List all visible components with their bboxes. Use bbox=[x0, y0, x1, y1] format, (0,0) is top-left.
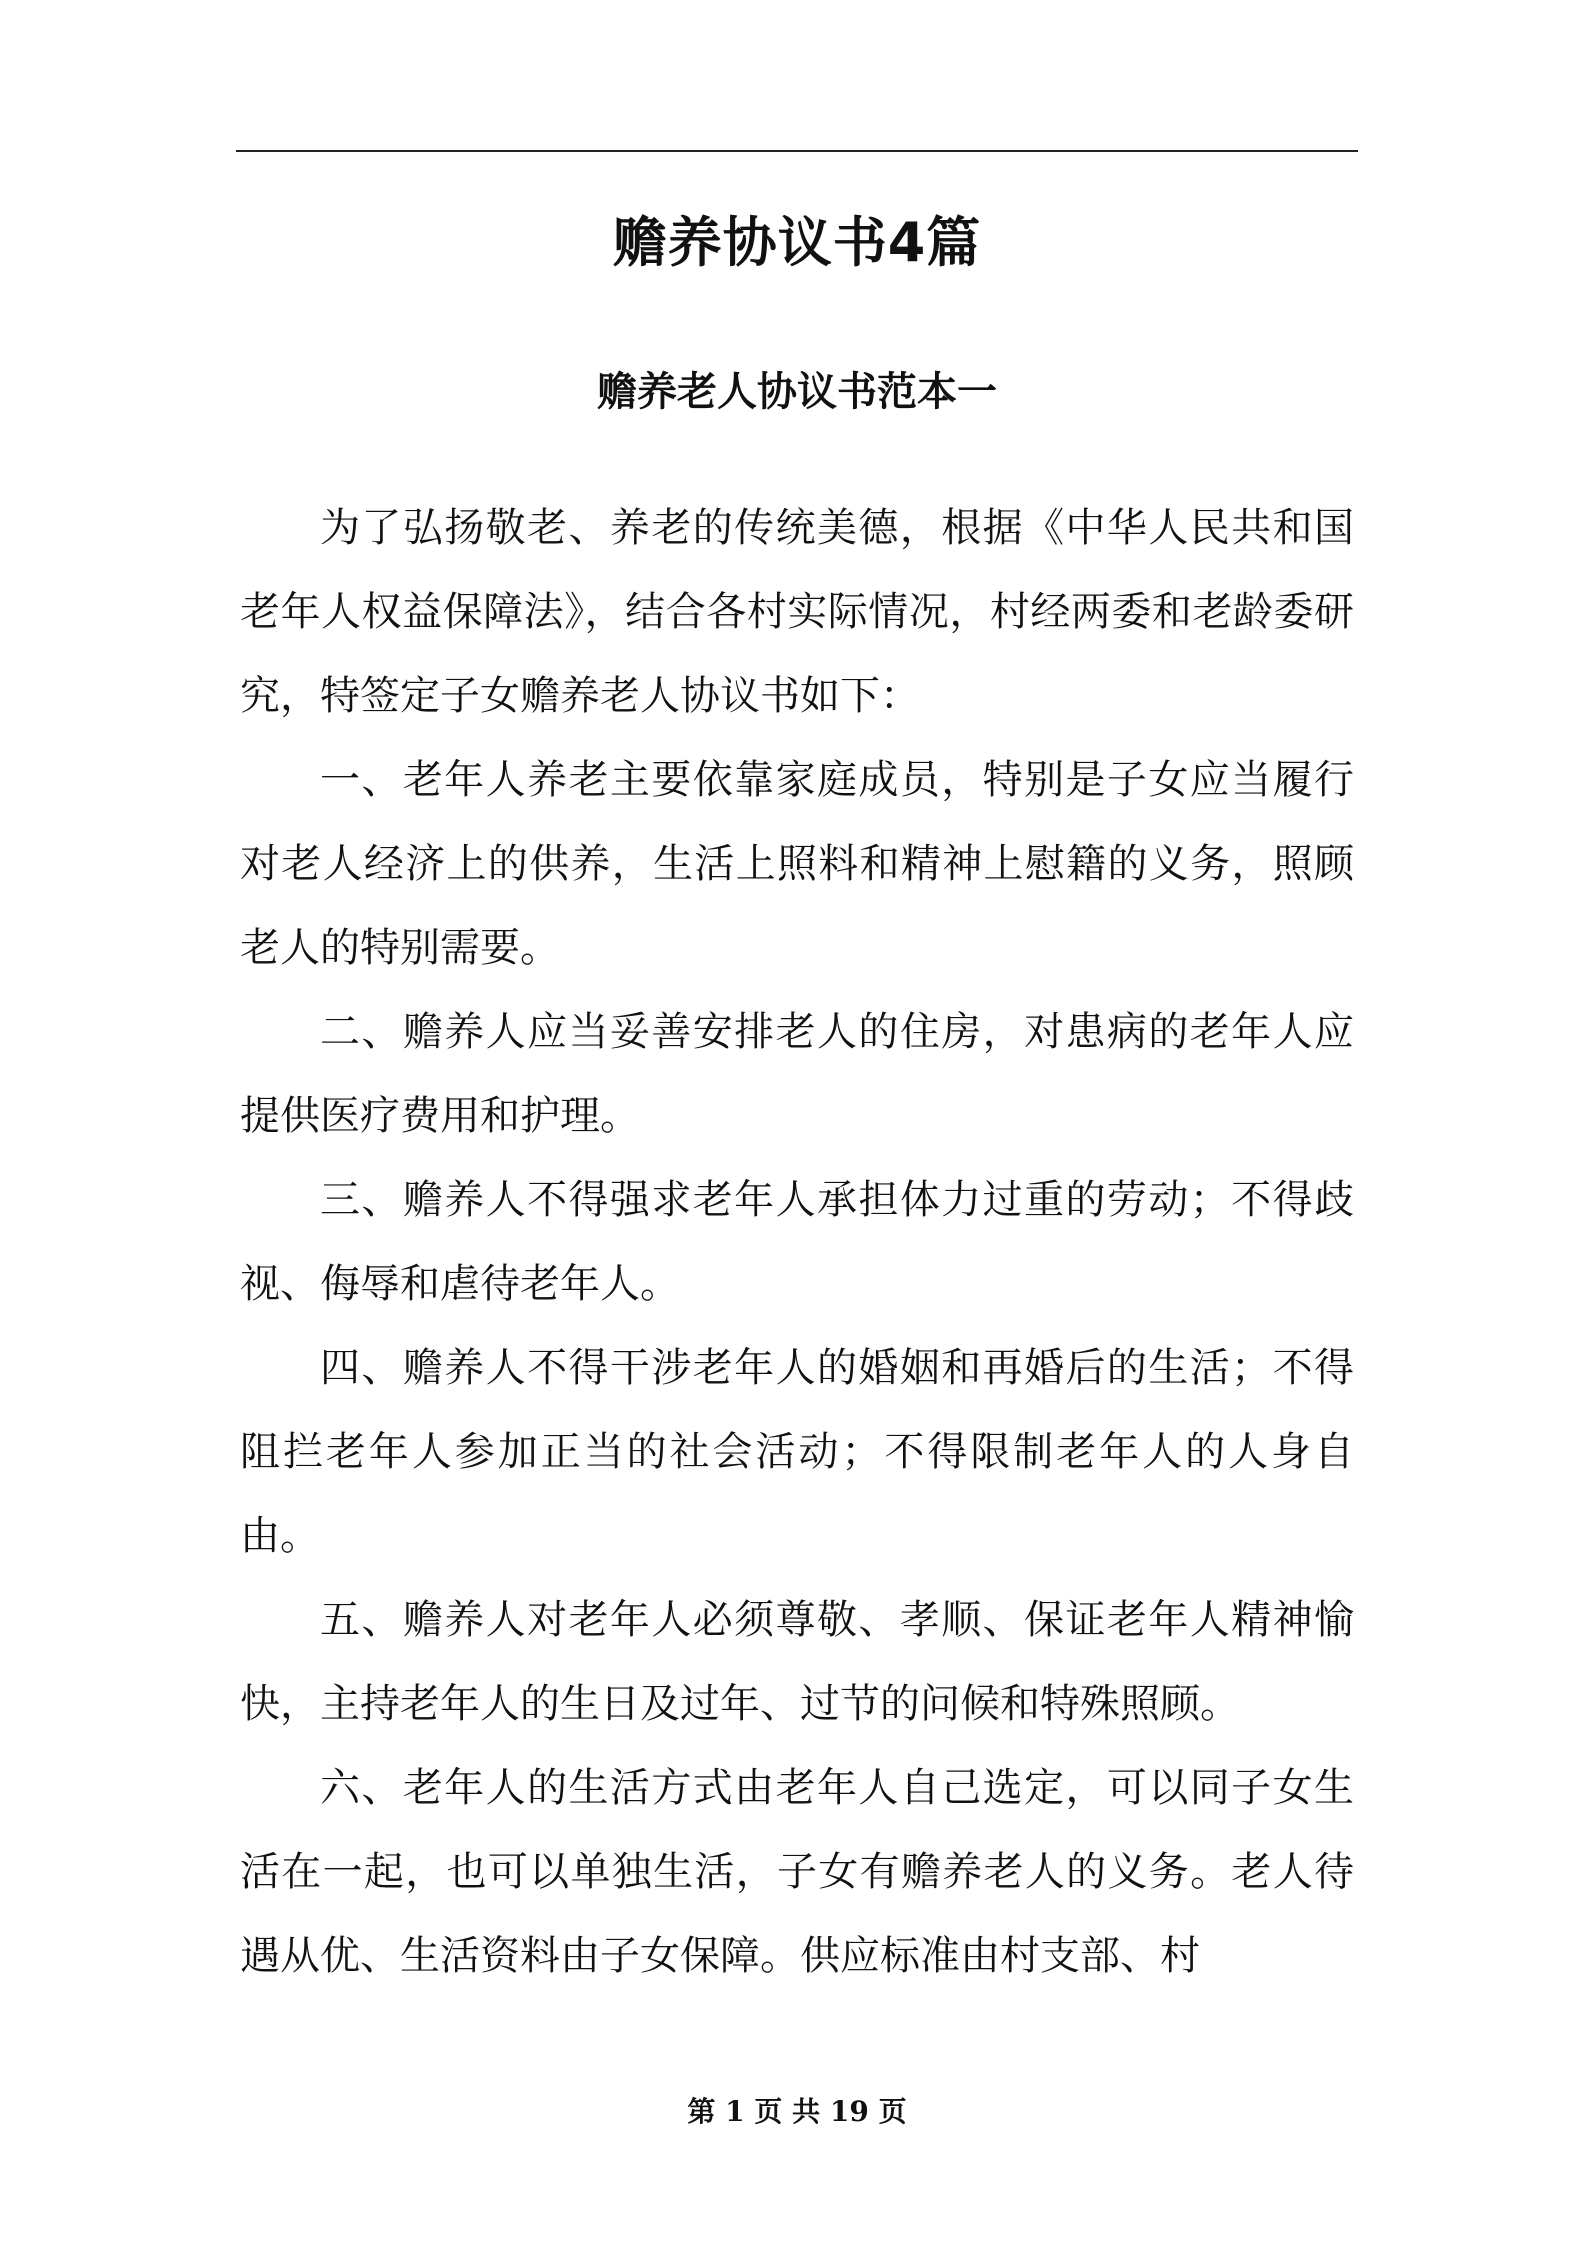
paragraph-clause-3: 三、赡养人不得强求老年人承担体力过重的劳动；不得歧视、侮辱和虐待老年人。 bbox=[240, 1177, 1354, 1307]
paragraph-clause-4: 四、赡养人不得干涉老年人的婚姻和再婚后的生活；不得阻拦老年人参加正当的社会活动；不得限制老年人的人身自由。 bbox=[240, 1345, 1354, 1559]
paragraph-clause-6: 六、老年人的生活方式由老年人自己选定，可以同子女生活在一起，也可以单独生活，子女有赡养老人的义务。老人待遇从优、生活资料由子女保障。供应标准由村支部、村 bbox=[240, 1765, 1354, 1979]
paragraph-clause-2: 二、赡养人应当妥善安排老人的住房，对患病的老年人应提供医疗费用和护理。 bbox=[240, 1009, 1354, 1139]
document-body bbox=[240, 486, 1354, 1998]
section-title: 赡养老人协议书范本一 bbox=[597, 369, 997, 415]
paragraph-clause-5: 五、赡养人对老年人必须尊敬、孝顺、保证老年人精神愉快，主持老年人的生日及过年、过节的问候和特殊照顾。 bbox=[240, 1597, 1354, 1727]
page-number-footer: 第 1 页 共 19 页 bbox=[687, 2095, 907, 2128]
document-title: 赡养协议书4篇 bbox=[612, 211, 982, 274]
paragraph-clause-1: 一、老年人养老主要依靠家庭成员，特别是子女应当履行对老人经济上的供养，生活上照料和精神上慰籍的义务，照顾老人的特别需要。 bbox=[240, 757, 1354, 971]
paragraph-intro: 为了弘扬敬老、养老的传统美德，根据《中华人民共和国老年人权益保障法》，结合各村实际情况，村经两委和老龄委研究，特签定子女赡养老人协议书如下： bbox=[240, 505, 1354, 719]
header-rule bbox=[236, 150, 1358, 152]
